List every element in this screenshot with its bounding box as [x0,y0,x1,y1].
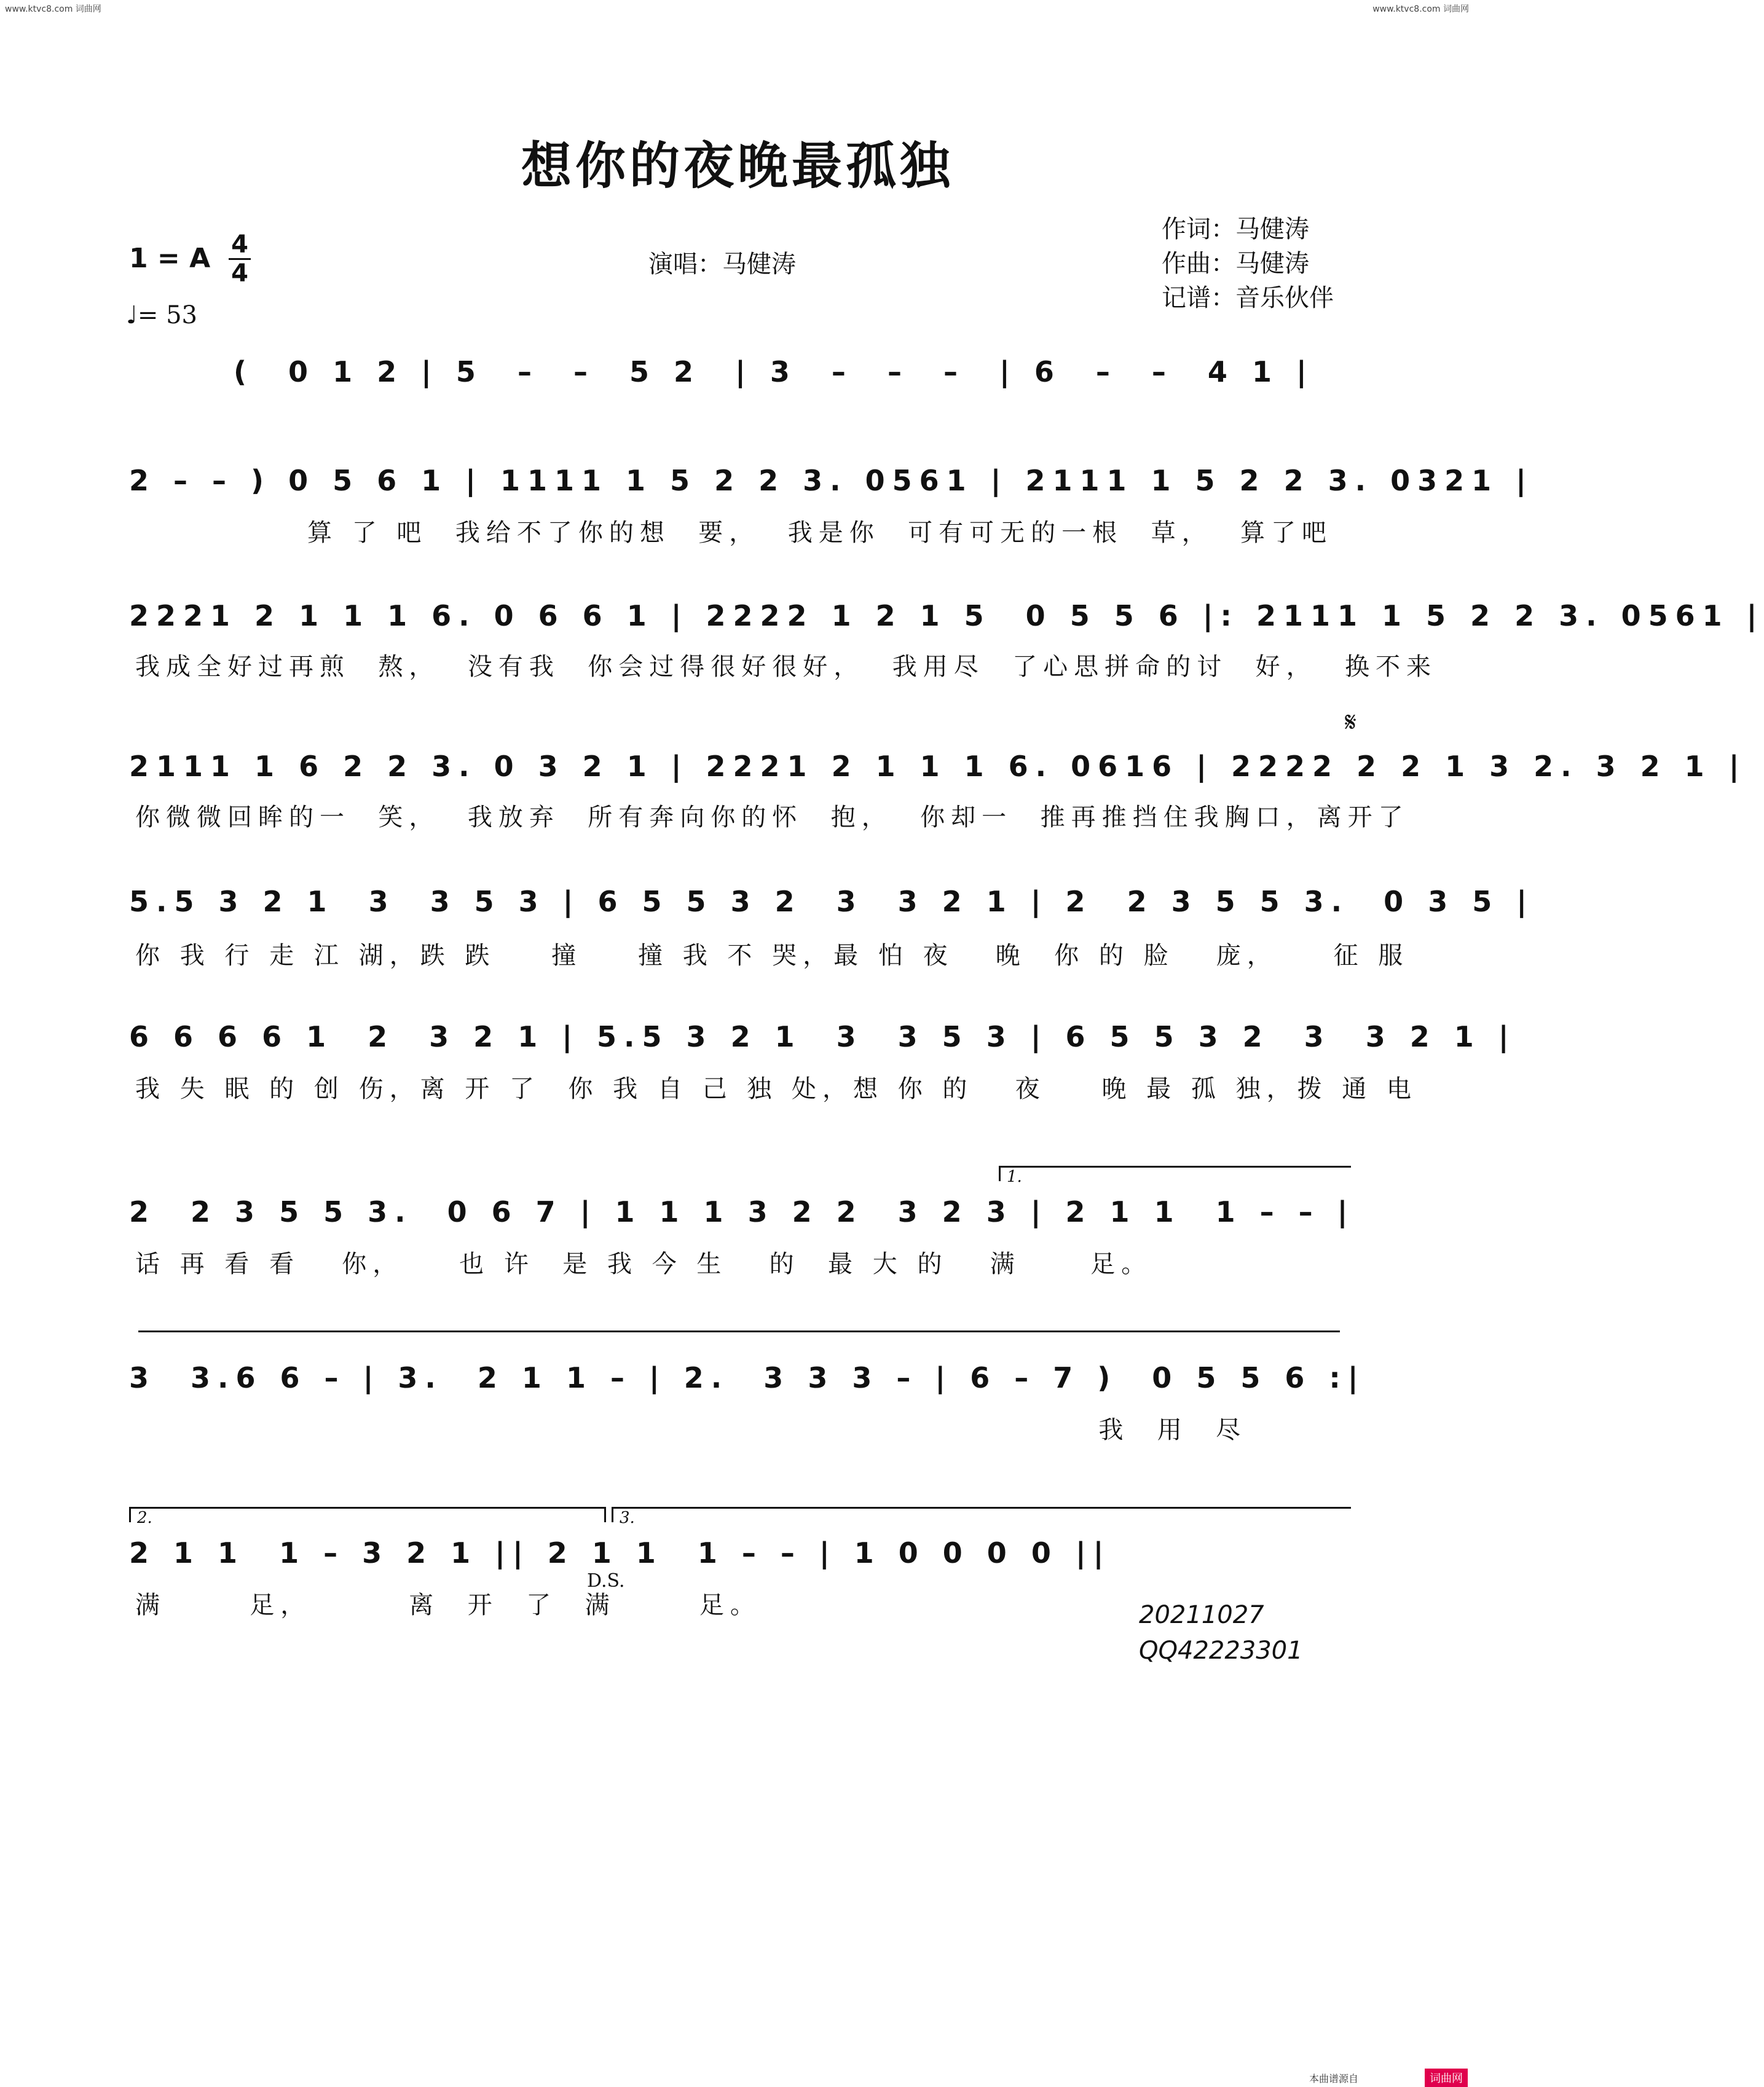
singer-credit: 演唱：马健涛 [648,250,796,278]
lyrics-row-8: 我 用 尽 [135,1416,1247,1444]
score-row-9: 2 1 1 1 – 3 2 1 || 2 1 1 1 – – | 1 0 0 0 0 || [129,1536,1111,1570]
score-row-5: 5.5 3 2 1 3 3 5 3 | 6 5 5 3 2 3 3 2 1 | 2 2 3 5 5 3. 0 3 5 | [129,885,1535,918]
lyrics-row-5: 你 我 行 走 江 湖，跌 跌 撞 撞 我 不 哭，最 怕 夜 晚 你 的 脸 庞， 征 服 [135,941,1409,970]
footer-qq: QQ42223301 [1139,1637,1303,1665]
score-row-6: 6 6 6 6 1 2 3 2 1 | 5.5 3 2 1 3 3 5 3 | 6 5 5 3 2 3 3 2 1 | [129,1020,1516,1053]
time-bottom: 4 [229,258,251,287]
lyrics-row-2: 算 了 吧 我给不了你的想 要， 我是你 可有可无的一根 草， 算了吧 [307,519,1333,547]
time-signature [229,231,251,287]
site-watermark-right: www.ktvc8.com 词曲网 [1372,4,1469,14]
composer-credit: 作曲：马健涛 [1162,250,1309,278]
lyrics-row-4: 你微微回眸的一 笑， 我放弃 所有奔向你的怀 抱， 你却一 推再推挡住我胸口，离开了 [135,803,1409,831]
lyrics-row-6: 我 失 眠 的 创 伤，离 开 了 你 我 自 己 独 处，想 你 的 夜 晚 最 孤 独，拨 通 电 [135,1075,1418,1103]
score-row-3: 2221 2 1 1 1 6. 0 6 6 1 | 2222 1 2 1 5 0 5 5 6 |: 2111 1 5 2 2 3. 0561 | [129,599,1764,632]
time-top: 4 [231,230,248,259]
volta-3 [612,1507,1351,1527]
lyrics-row-9: 满 足， 离 开 了 满 足。 [135,1591,761,1619]
volta-1-label: 1. [1007,1168,1022,1186]
page-title: 想你的夜晚最孤独 [521,136,954,195]
score-row-7: 2 2 3 5 5 3. 0 6 7 | 1 1 1 3 2 2 3 2 3 | 2 1 1 1 – – | [129,1195,1355,1228]
volta-1 [999,1166,1351,1186]
volta-2-label: 2. [137,1509,152,1527]
bottom-source-text: 本曲谱源自 [1309,2073,1359,2085]
site-watermark-left: www.ktvc8.com 词曲网 [5,4,101,14]
ds-mark: D.S. [587,1570,625,1592]
lyrics-row-3: 我成全好过再煎 熬， 没有我 你会过得很好很好， 我用尽 了心思拼命的讨 好， 换不来 [135,653,1438,681]
score-row-4: 2111 1 6 2 2 3. 0 3 2 1 | 2221 2 1 1 1 6. 0616 | 2222 2 2 1 3 2. 3 2 1 | [129,750,1747,783]
lyrics-row-7: 话 再 看 看 你， 也 许 是 我 今 生 的 最 大 的 满 足。 [135,1250,1152,1278]
lyricist-credit: 作词：马健涛 [1162,215,1309,243]
segno-sign: 𝄋 [1345,707,1356,738]
bottom-source-badge: 词曲网 [1425,2069,1468,2087]
score-row-8: 3 3.6 6 – | 3. 2 1 1 – | 2. 3 3 3 – | 6 – 7 ) 0 5 5 6 :| [129,1361,1366,1394]
score-row-2: 2 – – ) 0 5 6 1 | 1111 1 5 2 2 3. 0561 | 2111 1 5 2 2 3. 0321 | [129,464,1534,497]
key-signature: 1 = A [129,243,211,274]
volta-2 [129,1507,606,1527]
score-row-1: ( 0 1 2 | 5 – – 5 2 | 3 – – – | 6 – – 4 1 | [234,355,1314,388]
transcriber-credit: 记谱：音乐伙伴 [1162,284,1334,312]
credits-block [1162,212,1334,315]
footer-date: 20211027 [1139,1601,1264,1629]
volta-3-label: 3. [620,1509,635,1527]
tempo-mark: ♩= 53 [126,301,197,329]
volta-1-continuation [138,1330,1340,1332]
